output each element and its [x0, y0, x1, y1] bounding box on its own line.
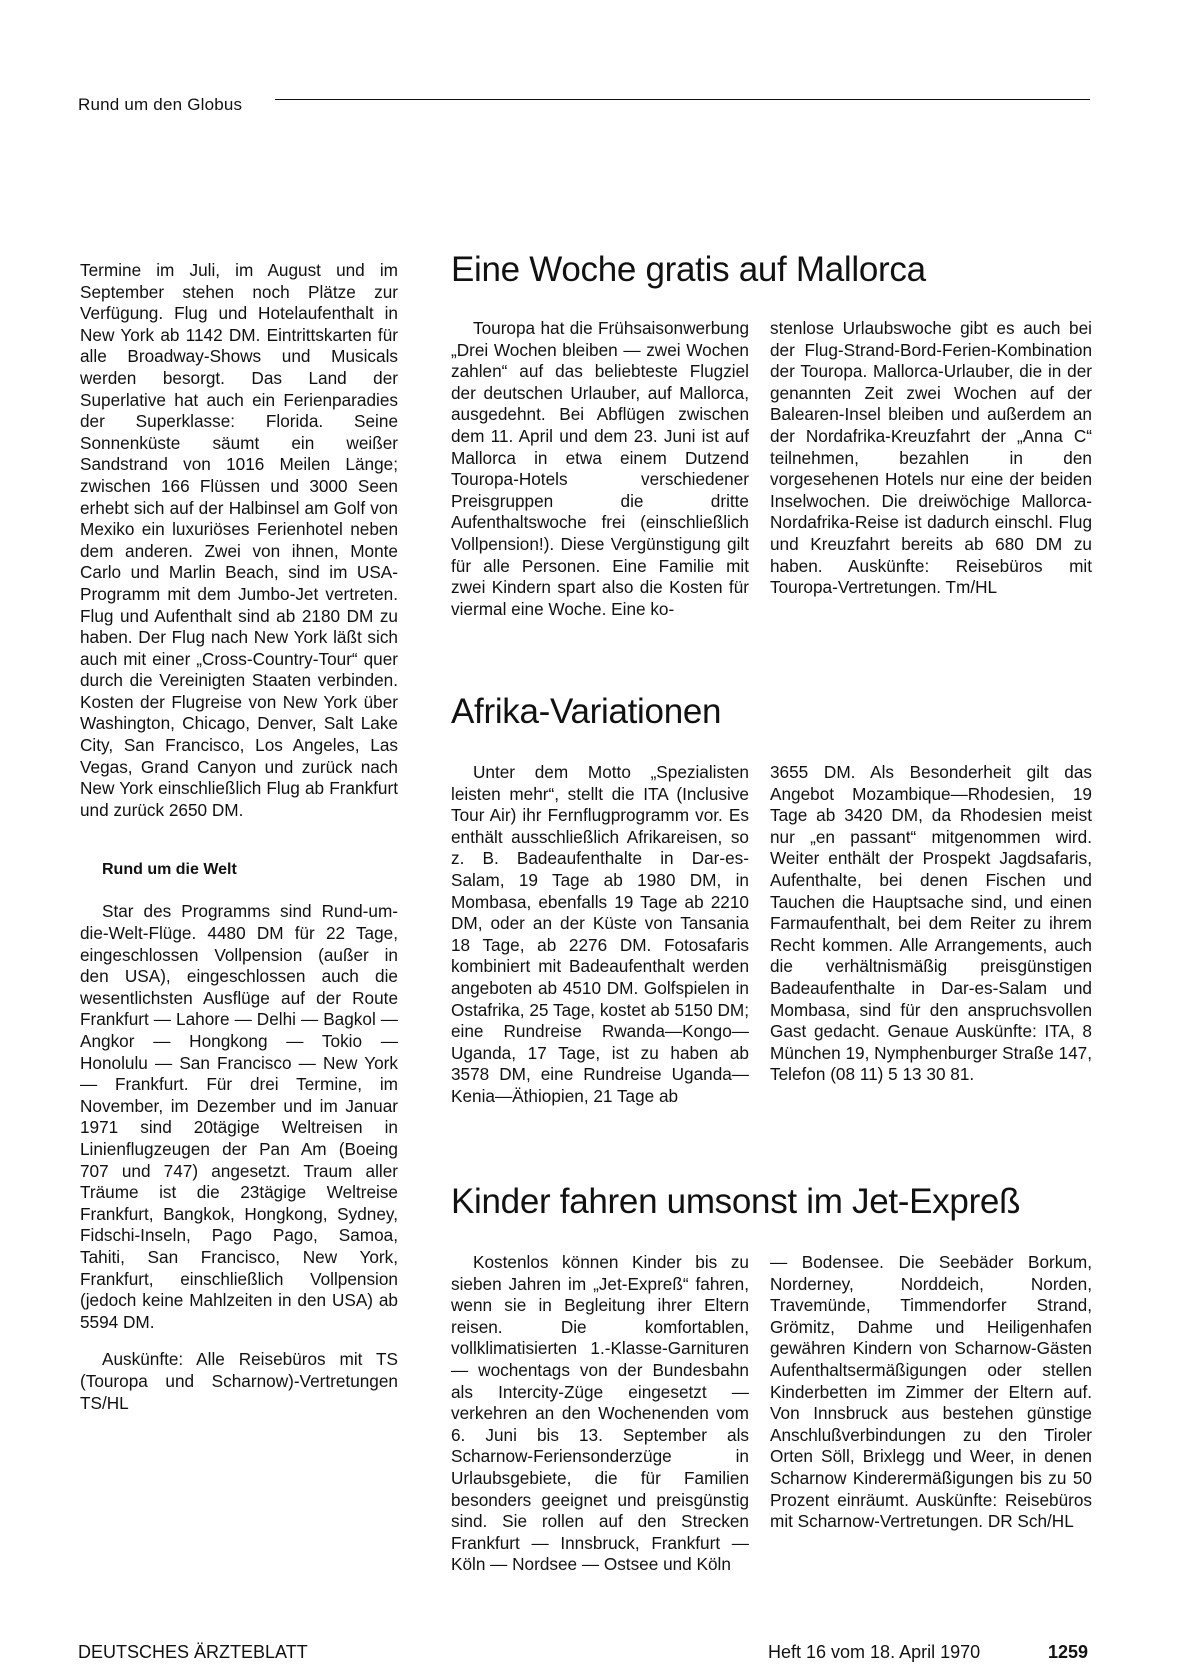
left-para-florida: Termine im Juli, im August und im September stehen noch Plätze zur Verfügung. Flug und Hotelaufenthalt in New York ab 1142 DM. Eintrittskarten für alle Broadway-Shows und Musicals werden besorgt. Das Land der Superlative hat auch ein Ferienparadies der Superklasse: Florida. Seine Sonnenküste säumt ein weißer Sandstrand von 1016 Meilen Länge; zwischen 166 Flüssen und 3000 Seen erhebt sich auf der Halbinsel am Golf von Mexiko ein luxuriöses Ferienhotel neben dem anderen. Zwei von ihnen, Monte Carlo und Marlin Beach, sind im USA-Programm mit dem Jumbo-Jet vertreten. Flug und Aufenthalt sind ab 2180 DM zu haben. Der Flug nach New York läßt sich auch mit einer „Cross-Country-Tour“ quer durch die Vereinigten Staaten verbinden. Kosten der Flugreise von New York über Washington, Chicago, Denver, Salt Lake City, San Francisco, Los Angeles, Las Vegas, Grand Canyon und zurück nach New York einschließlich Flug ab Frankfurt und zurück 2650 DM. [80, 260, 398, 820]
headline-kinder: Kinder fahren umsonst im Jet-Expreß [451, 1182, 1021, 1221]
mallorca-col1: Touropa hat die Frühsaisonwerbung „Drei Wochen bleiben — zwei Wochen zahlen“ auf das beliebteste Flugziel der deutschen Urlauber, auf Mallorca, ausgedehnt. Bei Abflügen zwischen dem 11. April und dem 23. Juni ist auf Mallorca in etwa einem Dutzend Touropa-Hotels verschiedener Preisgruppen die dritte Aufenthaltswoche frei (einschließlich Vollpension!). Diese Vergünstigung gilt für alle Personen. Eine Familie mit zwei Kindern spart also die Kosten für viermal eine Woche. Eine ko- [451, 318, 749, 619]
afrika-col1: Unter dem Motto „Spezialisten leisten mehr“, stellt die ITA (Inclusive Tour Air) ihr Fernflugprogramm vor. Es enthält ausschließlich Afrikareisen, so z. B. Badeaufenthalte in Dar-es-Salam, 19 Tage ab 1980 DM, in Mombasa, ebenfalls 19 Tage ab 2210 DM, oder an der Küste von Tansania 18 Tage, ab 2276 DM. Fotosafaris kombiniert mit Badeaufenthalt werden angeboten ab 4510 DM. Golfspielen in Ostafrika, 25 Tage, kostet ab 5150 DM; eine Rundreise Rwanda—Kongo—Uganda, 17 Tage, ist zu haben ab 3578 DM, eine Rundreise Uganda—Kenia—Äthiopien, 21 Tage ab [451, 762, 749, 1106]
kinder-col2: — Bodensee. Die Seebäder Borkum, Norderney, Norddeich, Norden, Travemünde, Timmendorfer Strand, Grömitz, Dahme und Heiligenhafen gewähren Kindern von Scharnow-Gästen Aufenthaltsermäßigungen oder stellen Kinderbetten im Zimmer der Eltern auf. Von Innsbruck aus bestehen günstige Anschlußverbindungen zu den Tiroler Orten Söll, Brixlegg und Weer, in denen Scharnow Kinderermäßigungen bis zu 50 Prozent einräumt. Auskünfte: Reisebüros mit Scharnow-Vertretungen. DR Sch/HL [770, 1252, 1092, 1532]
footer-journal: DEUTSCHES ÄRZTEBLATT [78, 1642, 308, 1662]
left-para-auskuenfte: Auskünfte: Alle Reisebüros mit TS (Touropa und Scharnow)-Vertretungen TS/HL [80, 1349, 398, 1413]
headline-afrika: Afrika-Variationen [451, 692, 722, 731]
headline-mallorca: Eine Woche gratis auf Mallorca [451, 250, 926, 289]
footer-issue: Heft 16 vom 18. April 1970 [768, 1642, 981, 1662]
subheading-rund-um-die-welt: Rund um die Welt [102, 861, 237, 879]
afrika-col2: 3655 DM. Als Besonderheit gilt das Angebot Mozambique—Rhodesien, 19 Tage ab 3420 DM, da Rhodesien meist nur „en passant“ mitgenommen wird. Weiter enthält der Prospekt Jagdsafaris, Aufenthalte, bei denen Fischen und Tauchen die Hauptsache sind, und einen Farmaufenthalt, bei dem Reiter zu ihrem Recht kommen. Alle Arrangements, auch die verhältnismäßig preisgünstigen Badeaufenthalte in Dar-es-Salam und Mombasa, sind für den anspruchsvollen Gast gedacht. Genaue Auskünfte: ITA, 8 München 19, Nymphenburger Straße 147, Telefon (08 11) 5 13 30 81. [770, 762, 1092, 1085]
mallorca-col2: stenlose Urlaubswoche gibt es auch bei der Flug-Strand-Bord-Ferien-Kombination der Touropa. Mallorca-Urlauber, die in der genannten Zeit zwei Wochen auf der Balearen-Insel bleiben und außerdem an der Nordafrika-Kreuzfahrt der „Anna C“ teilnehmen, bezahlen in den vorgesehenen Hotels nur eine der beiden Inselwochen. Die dreiwöchige Mallorca-Nordafrika-Reise ist dadurch einschl. Flug und Kreuzfahrt bereits ab 680 DM zu haben. Auskünfte: Reisebüros mit Touropa-Vertretungen. Tm/HL [770, 318, 1092, 598]
left-column [80, 260, 398, 1414]
header-rule [275, 99, 1090, 100]
kinder-col1: Kostenlos können Kinder bis zu sieben Jahren im „Jet-Expreß“ fahren, wenn sie in Begleitung ihrer Eltern reisen. Die komfortablen, vollklimatisierten 1.-Klasse-Garnituren — wochentags von der Bundesbahn als Intercity-Züge eingesetzt — verkehren an den Wochenenden vom 6. Juni bis 13. September als Scharnow-Feriensonderzüge in Urlaubsgebiete, die für Familien besonders geeignet und preisgünstig sind. Sie rollen auf den Strecken Frankfurt — Innsbruck, Frankfurt — Köln — Nordsee — Ostsee und Köln [451, 1252, 749, 1575]
left-para-weltreise: Star des Programms sind Rund-um-die-Welt-Flüge. 4480 DM für 22 Tage, eingeschlossen Vollpension (außer in den USA), eingeschlossen auch die wesentlichsten Ausflüge auf der Route Frankfurt — Lahore — Delhi — Bagkol — Angkor — Hongkong — Tokio — Honolulu — San Francisco — New York — Frankfurt. Für drei Termine, im November, im Dezember und im Januar 1971 sind 20tägige Weltreisen in Linienflugzeugen der Pan Am (Boeing 707 und 747) angesetzt. Traum aller Träume ist die 23tägige Weltreise Frankfurt, Bangkok, Hongkong, Sydney, Fidschi-Inseln, Pago Pago, Samoa, Tahiti, San Francisco, New York, Frankfurt, einschließlich Vollpension (jedoch keine Mahlzeiten in den USA) ab 5594 DM. [80, 901, 398, 1332]
page-number: 1259 [1048, 1642, 1089, 1662]
running-header: Rund um den Globus [78, 95, 243, 114]
